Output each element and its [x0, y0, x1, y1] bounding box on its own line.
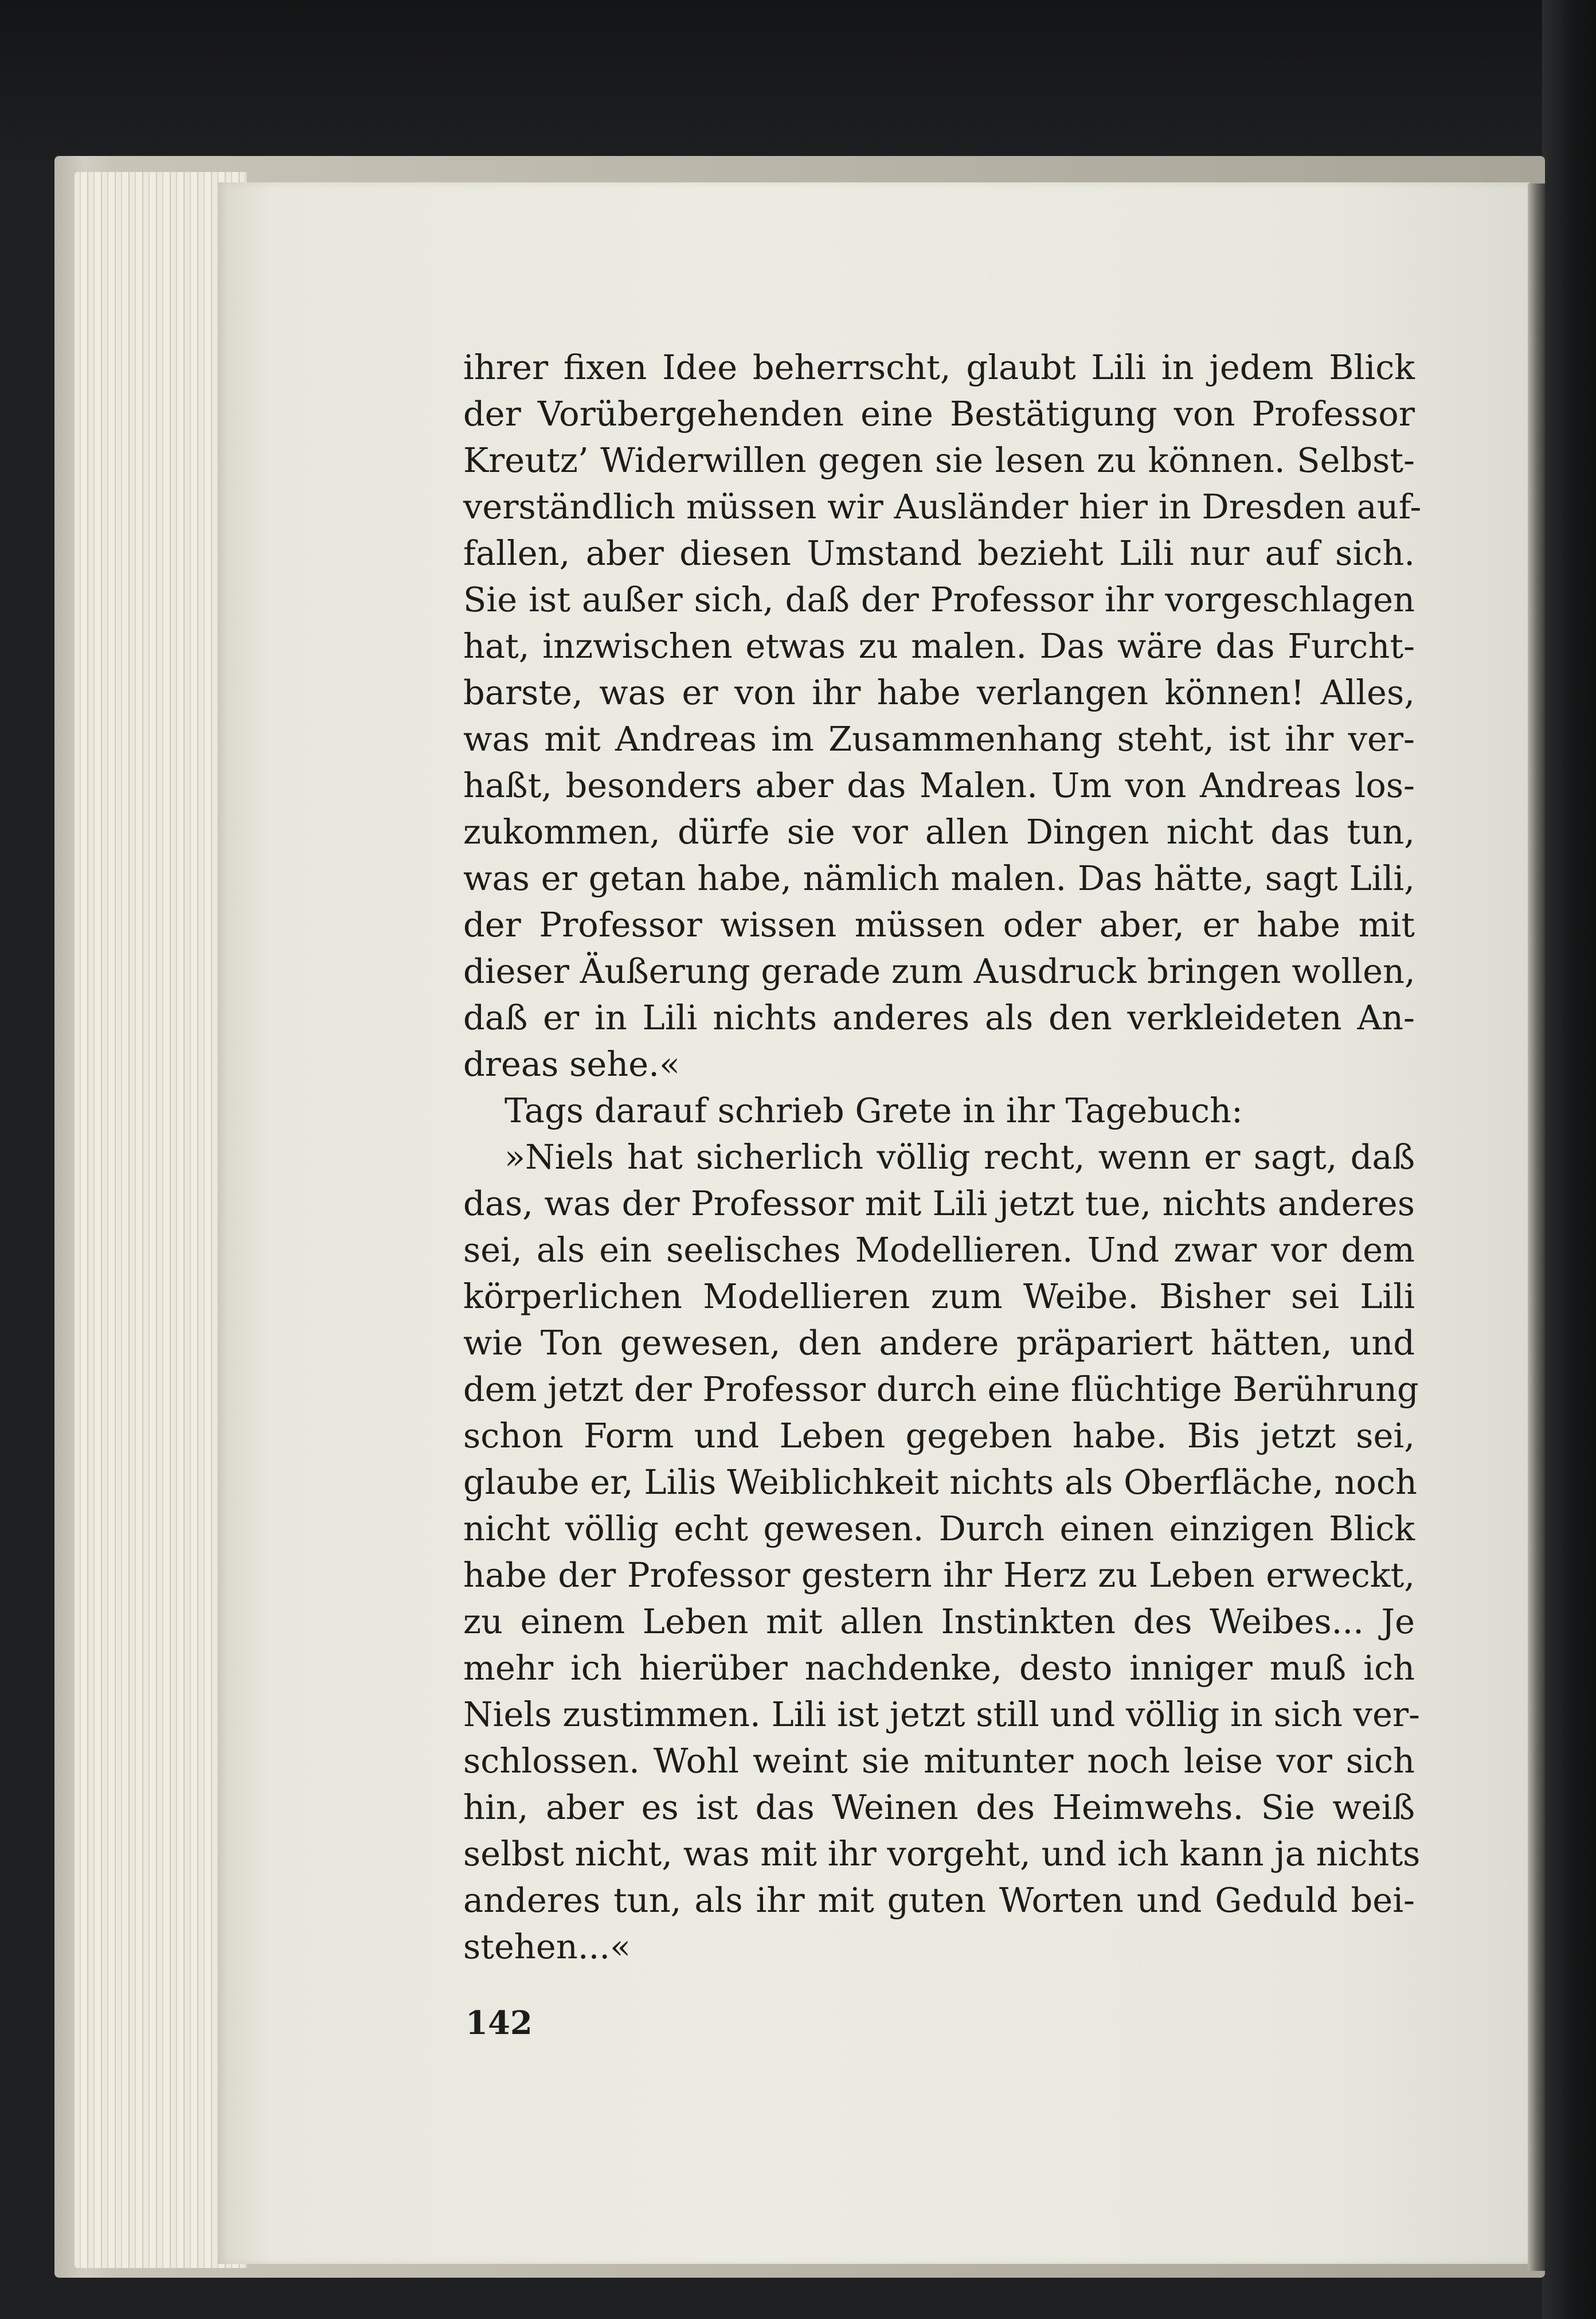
text-line: Tags darauf schrieb Grete in ihr Tagebuch: [504, 1091, 1243, 1130]
text-line: zu einem Leben mit allen Instinkten des Weibes... Je [463, 1602, 1415, 1641]
page-gutter [1528, 184, 1545, 2271]
text-line: was er getan habe, nämlich malen. Das hätte, sagt Lili, [463, 858, 1415, 898]
text-line: der Vorübergehenden eine Bestätigung von Professor [463, 394, 1415, 434]
text-line: daß er in Lili nichts anderes als den verkleideten An- [463, 998, 1415, 1037]
text-line: mehr ich hierüber nachdenke, desto inniger muß ich [463, 1648, 1415, 1688]
text-line: habe der Professor gestern ihr Herz zu Leben erweckt, [463, 1555, 1415, 1595]
text-line: verständlich müssen wir Ausländer hier in Dresden auf- [463, 487, 1422, 526]
text-line: wie Ton gewesen, den andere präpariert hätten, und [463, 1323, 1415, 1362]
text-line: schlossen. Wohl weint sie mitunter noch leise vor sich [463, 1741, 1415, 1781]
body-text [463, 344, 1422, 1970]
text-line: hin, aber es ist das Weinen des Heimwehs. Sie weiß [463, 1787, 1415, 1827]
text-line: hat, inzwischen etwas zu malen. Das wäre das Furcht- [463, 626, 1415, 666]
text-line: Sie ist außer sich, daß der Professor ihr vorgeschlagen [463, 580, 1415, 619]
text-line: körperlichen Modellieren zum Weibe. Bisher sei Lili [463, 1276, 1415, 1316]
text-line: Niels zustimmen. Lili ist jetzt still und völlig in sich ver- [463, 1695, 1420, 1734]
text-line: sei, als ein seelisches Modellieren. Und zwar vor dem [463, 1230, 1415, 1270]
text-line: ihrer fixen Idee beherrscht, glaubt Lili in jedem Blick [463, 348, 1415, 387]
text-line: fallen, aber diesen Umstand bezieht Lili nur auf sich. [463, 533, 1415, 573]
text-line: dreas sehe.« [463, 1044, 680, 1084]
text-line: zukommen, dürfe sie vor allen Dingen nicht das tun, [463, 812, 1415, 852]
backdrop-top [0, 0, 1596, 166]
text-line: anderes tun, als ihr mit guten Worten und Geduld bei- [463, 1880, 1415, 1920]
text-line: der Professor wissen müssen oder aber, er habe mit [463, 905, 1415, 944]
text-line: das, was der Professor mit Lili jetzt tue, nichts anderes [463, 1184, 1415, 1223]
page-number: 142 [466, 2004, 533, 2042]
text-line: selbst nicht, was mit ihr vorgeht, und ich kann ja nichts [463, 1834, 1421, 1873]
text-line: haßt, besonders aber das Malen. Um von Andreas los- [463, 766, 1415, 805]
text-line: schon Form und Leben gegeben habe. Bis jetzt sei, [463, 1416, 1415, 1455]
text-line: »Niels hat sicherlich völlig recht, wenn er sagt, daß [504, 1137, 1415, 1177]
text-line: barste, was er von ihr habe verlangen können! Alles, [463, 673, 1415, 712]
text-line: dieser Äußerung gerade zum Ausdruck bringen wollen, [463, 951, 1415, 991]
backdrop-right [1542, 0, 1596, 2319]
text-line: stehen...« [463, 1927, 631, 1966]
text-line: Kreutz’ Widerwillen gegen sie lesen zu können. Selbst- [463, 440, 1415, 480]
text-line: dem jetzt der Professor durch eine flüchtige Berührung [463, 1369, 1419, 1409]
text-line: was mit Andreas im Zusammenhang steht, ist ihr ver- [463, 719, 1415, 759]
text-line: glaube er, Lilis Weiblichkeit nichts als Oberfläche, noch [463, 1462, 1417, 1502]
text-line: nicht völlig echt gewesen. Durch einen einzigen Blick [463, 1509, 1415, 1548]
